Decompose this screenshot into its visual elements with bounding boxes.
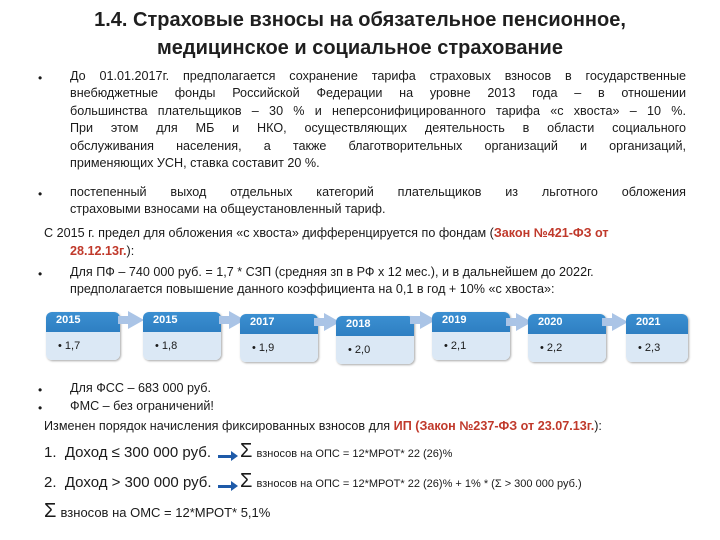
bullet-2-line: постепенный выход отдельных категорий плательщиков из льготного обложения	[70, 185, 686, 199]
timeline-value: • 2,3	[638, 342, 661, 354]
timeline-year: 2017	[250, 316, 275, 328]
bullet-1-line: обслуживания населения, а также благотворительных организаций и организаций,	[70, 138, 686, 153]
formula-1-condition: Доход ≤ 300 000 руб.	[64, 444, 212, 461]
arrow-right-icon	[218, 485, 232, 488]
timeline-value: • 2,2	[540, 342, 563, 354]
timeline-step	[626, 314, 688, 362]
timeline-value: • 1,7	[58, 340, 81, 352]
formula-1-label	[44, 444, 211, 461]
formula-3	[44, 500, 270, 523]
sigma-symbol: Σ	[240, 440, 253, 462]
ip-line-text: Изменен порядок начисления фиксированных взносов для	[44, 419, 394, 433]
formula-1-result	[240, 440, 452, 463]
para-2015-cont	[70, 243, 134, 260]
formula-3-detail: взносов на ОМС = 12*МРОТ* 5,1%	[60, 505, 271, 520]
title-line-2: медицинское и социальное страхование	[157, 37, 563, 59]
ip-line-tail: ):	[594, 419, 602, 433]
timeline-value: • 1,8	[155, 340, 178, 352]
arrow-right-icon	[218, 455, 232, 458]
formula-2-detail: взносов на ОПС = 12*МРОТ* 22 (26)% + 1% * (Σ > 300 000 руб.)	[256, 478, 582, 490]
ip-label: ИП	[393, 419, 412, 433]
bullet-1-text	[70, 68, 686, 172]
bullet-1-line: применяющих УСН, ставка составит 20 %.	[70, 156, 320, 171]
bullet-marker: •	[38, 71, 43, 85]
bullet-1-line: До 01.01.2017г. предполагается сохранение тарифа страховых взносов в государственные	[70, 69, 686, 83]
para-2015-tail: ):	[126, 244, 135, 258]
formula-1-number: 1.	[44, 444, 57, 461]
bullet-1-line: внебюджетные фонды Российской Федерации на уровне 2013 года – в отношении	[70, 86, 686, 101]
ip-line	[44, 418, 704, 435]
law-421-date: 28.12.13г.	[70, 244, 127, 258]
para-2015	[44, 225, 694, 242]
law-237-link: (Закон №237-ФЗ от 23.07.13г.	[411, 419, 595, 433]
timeline-step	[240, 314, 318, 362]
timeline-year: 2021	[636, 316, 661, 328]
bullet-3-line-1: Для ПФ – 740 000 руб. = 1,7 * СЗП (средняя зп в РФ х 12 мес.), и в дальнейшем до 2022г.	[70, 265, 594, 279]
bullet-4-text: Для ФСС – 683 000 руб.	[70, 381, 211, 395]
timeline-value: • 2,1	[444, 340, 467, 352]
bullet-2-text	[70, 184, 686, 219]
timeline-value: • 1,9	[252, 342, 275, 354]
bullet-3-text	[70, 264, 700, 299]
timeline-step	[46, 312, 120, 360]
bullet-1-line: При этом для МБ и НКО, осуществляющих деятельность в области социального	[70, 121, 686, 136]
formula-2-label	[44, 474, 212, 491]
bullet-marker: •	[38, 267, 43, 281]
timeline-step	[336, 316, 414, 364]
timeline-step	[528, 314, 606, 362]
bullet-5-text: ФМС – без ограничений!	[70, 399, 214, 413]
bullet-marker: •	[38, 187, 43, 201]
law-421-link: Закон №421-ФЗ от	[493, 226, 609, 240]
timeline-arrow-icon	[128, 311, 144, 329]
timeline-year: 2019	[442, 314, 467, 326]
timeline-year: 2018	[346, 318, 371, 330]
timeline-year: 2020	[538, 316, 563, 328]
formula-2-condition: Доход > 300 000 руб.	[64, 474, 212, 491]
bullet-3-line-2: предполагается повышение данного коэффициента на 0,1 в год + 10% «с хвоста»:	[70, 282, 555, 297]
bullet-1-line: большинства плательщиков – 30 % и неперсонифицированного тарифа «с хвоста» – 10 %.	[70, 103, 686, 118]
timeline-year: 2015	[153, 314, 178, 326]
sigma-symbol: Σ	[44, 500, 57, 522]
timeline-step	[143, 312, 221, 360]
timeline-value: • 2,0	[348, 344, 371, 356]
title-line-1: 1.4. Страховые взносы на обязательное пенсионное,	[94, 9, 626, 31]
bullet-marker: •	[38, 383, 43, 397]
para-2015-text: С 2015 г. предел для обложения «с хвоста» дифференцируется по фондам (	[44, 226, 494, 240]
bullet-marker: •	[38, 401, 43, 415]
formula-1-detail: взносов на ОПС = 12*МРОТ* 22 (26)%	[256, 448, 453, 460]
formula-2-number: 2.	[44, 474, 57, 491]
formula-2-result	[240, 470, 582, 493]
bullet-2-line: страховыми взносами на общеустановленный тариф.	[70, 202, 386, 217]
timeline-step	[432, 312, 510, 360]
slide-title	[0, 6, 720, 62]
timeline-year: 2015	[56, 314, 81, 326]
sigma-symbol: Σ	[240, 470, 253, 492]
